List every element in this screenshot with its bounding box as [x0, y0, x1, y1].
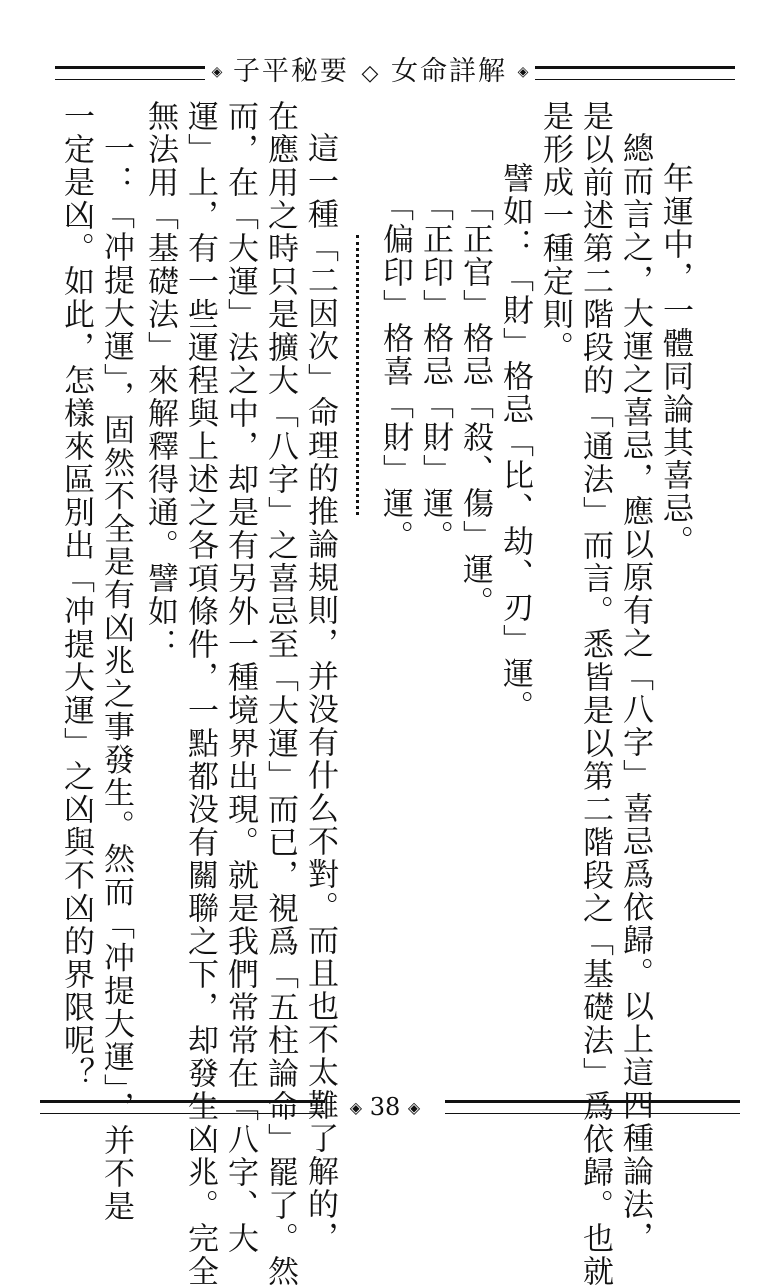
example-column: 「正印」格忌「財」運。: [417, 190, 453, 553]
ornament-icon: ◈: [517, 64, 529, 80]
chapter-title: 女命詳解: [391, 56, 508, 87]
dotted-divider: [356, 235, 359, 515]
text-column: 總而言之，大運之喜忌，應以原有之「八字」喜忌爲依歸。以上這四種論法，: [617, 132, 653, 1254]
text-column: 在應用之時只是擴大「八字」之喜忌至「大運」而已，視爲「五柱論命」罷了。然: [262, 100, 298, 1288]
book-title: 子平秘要: [232, 56, 349, 87]
diamond-separator-icon: ◇: [361, 61, 379, 86]
page-number-value: 38: [369, 1093, 401, 1121]
footer-rule-left: [40, 1100, 325, 1114]
header-rule-left: [55, 66, 205, 80]
text-column: 運」上，有一些運程與上述之各項條件，一點都没有關聯之下，却發生凶兆。完全: [182, 100, 218, 1288]
text-column: 年運中，一體同論其喜忌。: [657, 162, 693, 558]
example-column: 「正官」格忌「殺、傷」運。: [457, 190, 493, 619]
page-header: [55, 52, 735, 92]
example-column: 譬如：「財」格忌「比、劫、刃」運。: [497, 162, 533, 723]
text-column: 一：「冲提大運」，固然不全是有凶兆之事發生。然而「冲提大運」，并不是: [98, 132, 134, 1223]
page-footer: [40, 1090, 740, 1130]
text-column: 這一種「二因次」命理的推論規則，并没有什么不對。而且也不太難了解的，: [302, 132, 338, 1254]
footer-rule-right: [445, 1100, 740, 1114]
ornament-icon: ◈: [407, 1098, 421, 1117]
text-column: 是以前述第二階段的「通法」而言。悉皆是以第二階段之「基礎法」爲依歸。也就: [577, 100, 613, 1288]
example-column: 「偏印」格喜「財」運。: [377, 190, 413, 553]
ornament-icon: ◈: [211, 64, 223, 80]
header-rule-right: [535, 66, 735, 80]
text-column: 是形成一種定則。: [537, 100, 573, 364]
page-number: [325, 1090, 445, 1125]
ornament-icon: ◈: [349, 1098, 363, 1117]
text-column: 而，在「大運」法之中，却是有另外一種境界出現。就是我們常常在「八字、大: [222, 100, 258, 1255]
text-column: 一定是凶。如此，怎樣來區別出「冲提大運」之凶與不凶的界限呢？: [58, 100, 94, 1090]
running-title: [205, 52, 535, 94]
text-column: 無法用「基礎法」來解釋得通。譬如：: [142, 100, 178, 661]
